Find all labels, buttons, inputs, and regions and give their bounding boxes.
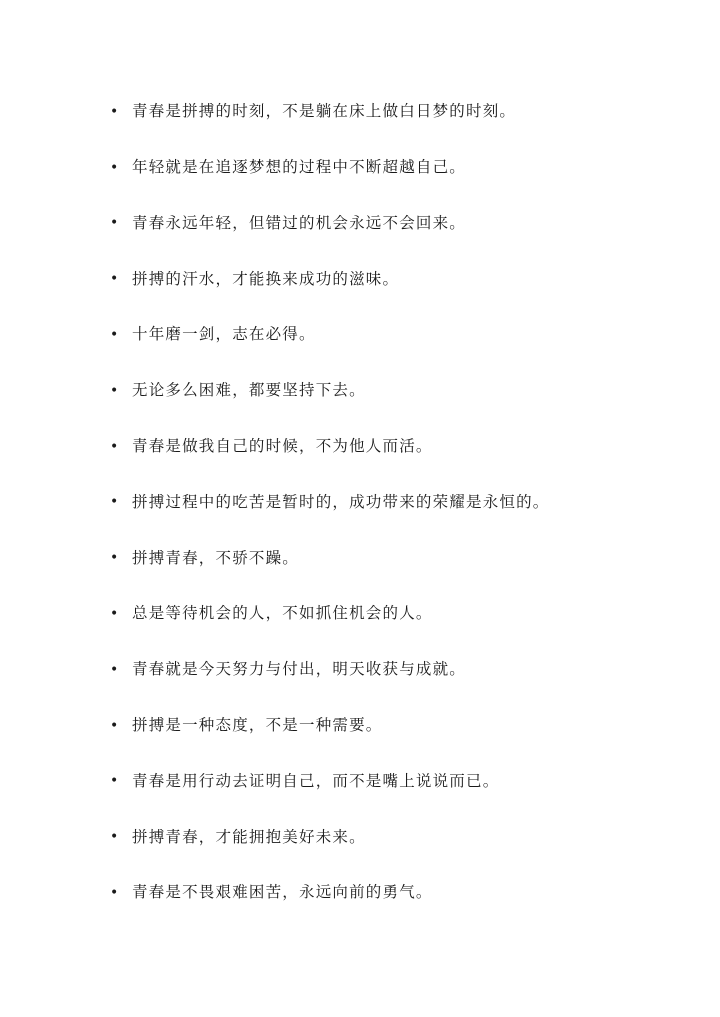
- list-item: [110, 754, 670, 810]
- list-item-text: 拼搏是一种态度，不是一种需要。: [132, 715, 383, 734]
- list-item-text: 十年磨一剑，志在必得。: [132, 325, 316, 344]
- bullet-icon: •: [110, 159, 119, 176]
- list-item: [110, 530, 670, 586]
- list-item-text: 年轻就是在追逐梦想的过程中不断超越自己。: [132, 157, 467, 176]
- list-item-text: 拼搏的汗水，才能换来成功的滋味。: [132, 269, 400, 288]
- list-item-text: 无论多么困难，都要坚持下去。: [132, 381, 366, 400]
- list-item-text: 青春就是今天努力与付出，明天收获与成就。: [132, 660, 467, 679]
- list-item-text: 拼搏青春，不骄不躁。: [132, 548, 300, 567]
- bullet-icon: •: [110, 438, 119, 455]
- list-item-text: 总是等待机会的人，不如抓住机会的人。: [132, 604, 433, 623]
- bullet-icon: •: [110, 494, 119, 511]
- list-item: [110, 698, 670, 754]
- list-item: [110, 475, 670, 531]
- list-item: [110, 140, 670, 196]
- bullet-icon: •: [110, 829, 119, 846]
- bullet-icon: •: [110, 103, 119, 120]
- bullet-icon: •: [110, 215, 119, 232]
- list-item-text: 青春是不畏艰难困苦，永远向前的勇气。: [132, 883, 433, 902]
- bullet-icon: •: [110, 550, 119, 567]
- bullet-icon: •: [110, 327, 119, 344]
- list-item: [110, 251, 670, 307]
- list-item: [110, 642, 670, 698]
- bullet-icon: •: [110, 773, 119, 790]
- quote-list: [110, 84, 670, 921]
- list-item: [110, 586, 670, 642]
- bullet-icon: •: [110, 661, 119, 678]
- list-item: [110, 419, 670, 475]
- list-item: [110, 363, 670, 419]
- bullet-icon: •: [110, 271, 119, 288]
- list-item-text: 拼搏过程中的吃苦是暂时的，成功带来的荣耀是永恒的。: [132, 492, 550, 511]
- bullet-icon: •: [110, 382, 119, 399]
- bullet-icon: •: [110, 606, 119, 623]
- bullet-icon: •: [110, 717, 119, 734]
- list-item-text: 青春是用行动去证明自己，而不是嘴上说说而已。: [132, 771, 500, 790]
- list-item-text: 拼搏青春，才能拥抱美好未来。: [132, 827, 366, 846]
- list-item: [110, 809, 670, 865]
- list-item: [110, 307, 670, 363]
- bullet-icon: •: [110, 885, 119, 902]
- list-item-text: 青春是拼搏的时刻，不是躺在床上做白日梦的时刻。: [132, 102, 517, 121]
- list-item: [110, 196, 670, 252]
- list-item-text: 青春是做我自己的时候，不为他人而活。: [132, 436, 433, 455]
- list-item-text: 青春永远年轻，但错过的机会永远不会回来。: [132, 213, 467, 232]
- list-item: [110, 865, 670, 921]
- list-item: [110, 84, 670, 140]
